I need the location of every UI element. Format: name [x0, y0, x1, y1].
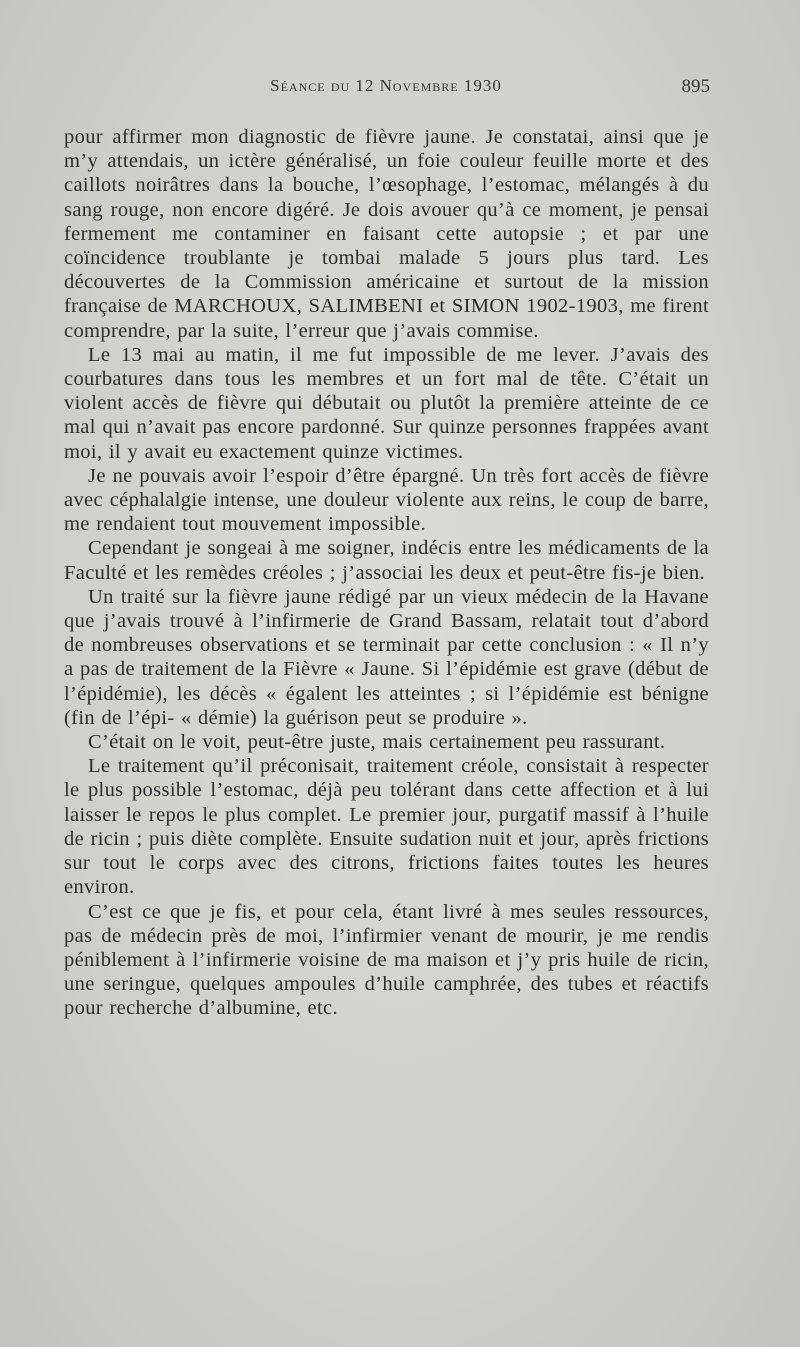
running-head — [62, 76, 710, 102]
paragraph-4: Cependant je songeai à me soigner, indécis entre les médicaments de la Faculté et les remèdes créoles ; j’associai les deux et peut-être fis-je bien. — [64, 537, 709, 584]
paragraph-1: pour affirmer mon diagnostic de fièvre jaune. Je constatai, ainsi que je m’y attendais, un ictère généralisé, un foie couleur feuille morte et des caillots noirâtres dans la bouche, l’œsophage, l’estomac, mélangés à du sang rouge, non encore digéré. Je dois avouer qu’à ce moment, je pensai fermement me contaminer en faisant cette autopsie ; et par une coïncidence troublante je tombai malade 5 jours plus tard. Les découvertes de la Commission américaine et surtout de la mission française de MARCHOUX, SALIMBENI et SIMON 1902-1903, me firent comprendre, par la suite, l’erreur que j’avais commise. — [64, 126, 709, 342]
paragraph-2: Le 13 mai au matin, il me fut impossible de me lever. J’avais des courbatures dans tous les membres et un fort mal de tête. C’était un violent accès de fièvre qui débutait ou plutôt la première atteinte de ce mal qui n’avait pas encore pardonné. Sur quinze personnes frappées avant moi, il y avait eu exactement quinze victimes. — [64, 343, 709, 463]
paragraph-6: C’était on le voit, peut-être juste, mais certainement peu rassurant. — [88, 731, 666, 754]
paragraph-8: C’est ce que je fis, et pour cela, étant livré à mes seules ressources, pas de médecin près de moi, l’infirmier venant de mourir, je me rendis péniblement à l’infirmerie voisine de ma maison et j’y pris huile de ricin, une seringue, quelques ampoules d’huile camphrée, des tubes et réactifs pour recherche d’albumine, etc. — [64, 900, 709, 1020]
paragraph-3: Je ne pouvais avoir l’espoir d’être épargné. Un très fort accès de fièvre avec céphalalgie intense, une douleur violente aux reins, le coup de barre, me rendaient tout mouvement impossible. — [64, 464, 709, 536]
body-text — [64, 125, 709, 1021]
page-number: 895 — [681, 76, 710, 97]
paragraph-7: Le traitement qu’il préconisait, traitement créole, consistait à respecter le plus possible l’estomac, déjà peu tolérant dans cette affection et à lui laisser le repos le plus complet. Le premier jour, purgatif massif à l’huile de ricin ; puis diète complète. Ensuite sudation nuit et jour, après frictions sur tout le corps avec des citrons, frictions faites toutes les heures environ. — [64, 755, 709, 899]
running-title: Séance du 12 Novembre 1930 — [270, 76, 502, 95]
paragraph-5: Un traité sur la fièvre jaune rédigé par un vieux médecin de la Havane que j’avais trouvé à l’infirmerie de Grand Bassam, relatait tout d’abord de nombreuses observations et se terminait par cette conclusion : « Il n’y a pas de traitement de la Fièvre « Jaune. Si l’épidémie est grave (début de l’épidémie), les décès « égalent les atteintes ; si l’épidémie est bénigne (fin de l’épi- « démie) la guérison peut se produire ». — [64, 585, 709, 729]
